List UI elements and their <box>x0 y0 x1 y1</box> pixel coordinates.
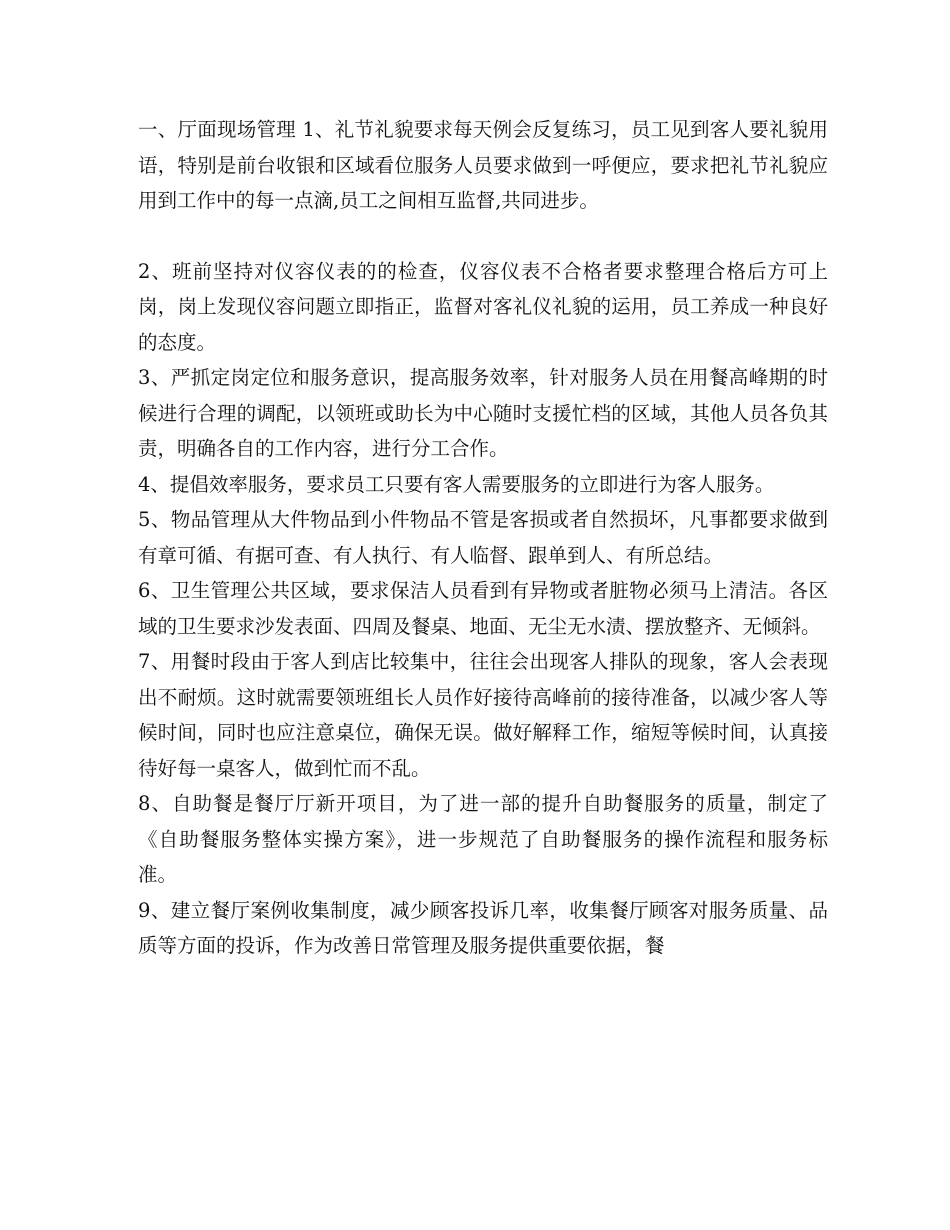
paragraph-5: 5、物品管理从大件物品到小件物品不管是客损或者自然损坏，凡事都要求做到有章可循、有据可查、有人执行、有人临督、跟单到人、有所总结。 <box>138 508 828 567</box>
paragraph-9: 9、建立餐厅案例收集制度，减少顾客投诉几率，收集餐厅顾客对服务质量、品质等方面的投诉，作为改善日常管理及服务提供重要依据，餐 <box>138 898 828 957</box>
paragraph-4: 4、提倡效率服务，要求员工只要有客人需要服务的立即进行为客人服务。 <box>138 472 775 496</box>
paragraph-6: 6、卫生管理公共区域，要求保洁人员看到有异物或者脏物必须马上清洁。各区域的卫生要求沙发表面、四周及餐桌、地面、无尘无水渍、摆放整齐、无倾斜。 <box>138 579 828 638</box>
paragraph-2: 2、班前坚持对仪容仪表的的检查，仪容仪表不合格者要求整理合格后方可上岗，岗上发现仪容问题立即指正，监督对客礼仪礼貌的运用，员工养成一种良好的态度。 <box>138 259 828 354</box>
paragraph-3: 3、严抓定岗定位和服务意识，提高服务效率，针对服务人员在用餐高峰期的时候进行合理的调配，以领班或助长为中心随时支援忙档的区域，其他人员各负其责，明确各自的工作内容，进行分工合作。 <box>138 366 828 460</box>
paragraph-1: 一、厅面现场管理 1、礼节礼貌要求每天例会反复练习，员工见到客人要礼貌用语，特别是前台收银和区域看位服务人员要求做到一呼便应，要求把礼节礼貌应用到工作中的每一点滴,员工之间相互监督,共同进步。 <box>138 118 828 212</box>
document-page <box>138 112 828 964</box>
paragraph-7: 7、用餐时段由于客人到店比较集中，往往会出现客人排队的现象，客人会表现出不耐烦。这时就需要领班组长人员作好接待高峰前的接待准备，以减少客人等候时间，同时也应注意桌位，确保无误。做好解释工作，缩短等候时间，认真接待好每一桌客人，做到忙而不乱。 <box>138 650 828 780</box>
paragraph-8: 8、自助餐是餐厅厅新开项目，为了进一部的提升自助餐服务的质量，制定了《自助餐服务整体实操方案》，进一步规范了自助餐服务的操作流程和服务标准。 <box>138 792 828 886</box>
